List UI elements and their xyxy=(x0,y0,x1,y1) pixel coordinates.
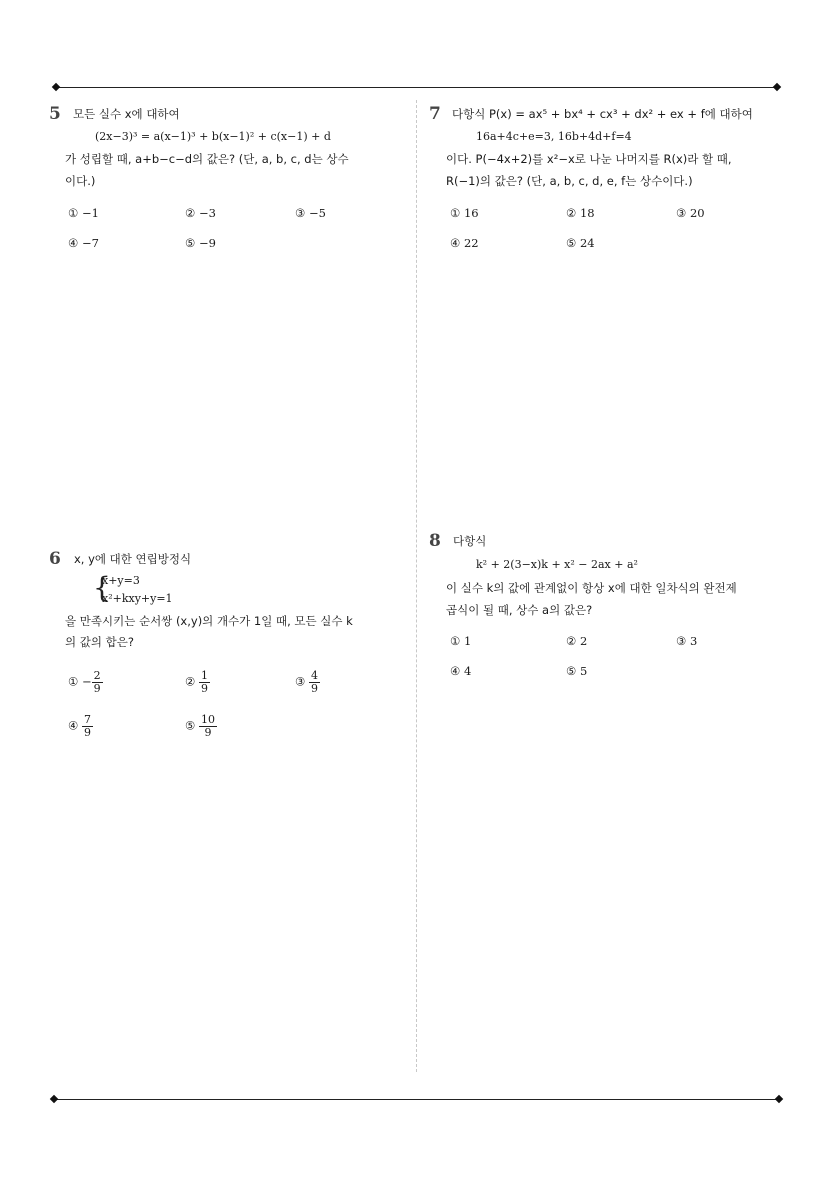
answer-choice-1[interactable] xyxy=(68,670,103,695)
choice-fraction xyxy=(199,714,217,739)
question-stem-line: 곱식이 될 때, 상수 a의 값은? xyxy=(446,603,593,617)
answer-choice-2[interactable]: ② 2 xyxy=(566,634,588,648)
answer-choice-4[interactable]: ④ 22 xyxy=(450,236,479,250)
question-number: 8 xyxy=(429,531,441,551)
question-stem-line: 가 성립할 때, a+b−c−d의 값은? (단, a, b, c, d는 상수 xyxy=(65,152,349,166)
choice-fraction xyxy=(82,714,93,739)
question-number: 5 xyxy=(49,104,61,124)
system-equation-1: x+y=3 xyxy=(102,574,140,587)
question-stem-line: 다항식 P(x) = ax⁵ + bx⁴ + cx³ + dx² + ex + f에 대하여 xyxy=(452,107,753,121)
answer-choice-1[interactable]: ① 1 xyxy=(450,634,472,648)
choice-fraction xyxy=(92,670,103,695)
answer-choice-3[interactable]: ③ −5 xyxy=(295,206,326,220)
question-equation: 16a+4c+e=3, 16b+4d+f=4 xyxy=(476,130,632,143)
numerator: 2 xyxy=(93,669,101,682)
numerator: 1 xyxy=(200,669,208,682)
choice-mark: ⑤ xyxy=(185,718,196,733)
question-stem-line: 을 만족시키는 순서쌍 (x,y)의 개수가 1일 때, 모든 실수 k xyxy=(65,614,353,628)
answer-choice-5[interactable]: ⑤ 24 xyxy=(566,236,595,250)
answer-choice-4[interactable]: ④ −7 xyxy=(68,236,99,250)
question-stem-line: x, y에 대한 연립방정식 xyxy=(74,552,192,566)
top-rule-right-marker xyxy=(773,83,781,91)
choice-fraction xyxy=(309,670,320,695)
question-stem-line: 이다. P(−4x+2)를 x²−x로 나눈 나머지를 R(x)라 할 때, xyxy=(446,152,732,166)
bottom-rule xyxy=(54,1099,780,1100)
answer-choice-1[interactable]: ① 16 xyxy=(450,206,479,220)
answer-choice-4[interactable] xyxy=(68,714,93,739)
choice-sign: − xyxy=(81,674,92,689)
question-stem-line: 이 실수 k의 값에 관계없이 항상 x에 대한 일차식의 완전제 xyxy=(446,581,737,595)
answer-choice-4[interactable]: ④ 4 xyxy=(450,664,472,678)
column-divider xyxy=(416,100,417,1072)
choice-mark: ① xyxy=(68,674,79,689)
question-number: 7 xyxy=(429,104,441,124)
question-stem-line: 다항식 xyxy=(453,534,487,548)
question-stem-line: 모든 실수 x에 대하여 xyxy=(73,107,180,121)
question-stem-line: 이다.) xyxy=(65,174,96,188)
denominator: 9 xyxy=(93,682,101,695)
answer-choice-2[interactable]: ② 18 xyxy=(566,206,595,220)
denominator: 9 xyxy=(204,726,212,739)
answer-choice-2[interactable] xyxy=(185,670,210,695)
answer-choice-3[interactable]: ③ 3 xyxy=(676,634,698,648)
question-equation: k² + 2(3−x)k + x² − 2ax + a² xyxy=(476,558,638,571)
choice-mark: ④ xyxy=(68,718,79,733)
choice-mark: ② xyxy=(185,674,196,689)
choice-fraction xyxy=(199,670,210,695)
answer-choice-5[interactable]: ⑤ 5 xyxy=(566,664,588,678)
system-equation-2: x²+kxy+y=1 xyxy=(102,592,173,605)
answer-choice-3[interactable]: ③ 20 xyxy=(676,206,705,220)
answer-choice-1[interactable]: ① −1 xyxy=(68,206,99,220)
top-rule-left-marker xyxy=(52,83,60,91)
answer-choice-2[interactable]: ② −3 xyxy=(185,206,216,220)
denominator: 9 xyxy=(200,682,208,695)
bottom-rule-left-marker xyxy=(50,1095,58,1103)
answer-choice-5[interactable] xyxy=(185,714,217,739)
top-rule xyxy=(56,87,778,88)
question-equation: (2x−3)³ = a(x−1)³ + b(x−1)² + c(x−1) + d xyxy=(95,130,331,143)
choice-mark: ③ xyxy=(295,674,306,689)
numerator: 10 xyxy=(200,713,215,726)
question-number: 6 xyxy=(49,549,61,569)
system-brace: { xyxy=(93,571,111,604)
answer-choice-3[interactable] xyxy=(295,670,320,695)
numerator: 7 xyxy=(83,713,91,726)
answer-choice-5[interactable]: ⑤ −9 xyxy=(185,236,216,250)
denominator: 9 xyxy=(83,726,91,739)
question-stem-line: 의 값의 합은? xyxy=(65,635,134,649)
question-stem-line: R(−1)의 값은? (단, a, b, c, d, e, f는 상수이다.) xyxy=(446,174,693,188)
bottom-rule-right-marker xyxy=(775,1095,783,1103)
numerator: 4 xyxy=(310,669,318,682)
denominator: 9 xyxy=(310,682,318,695)
